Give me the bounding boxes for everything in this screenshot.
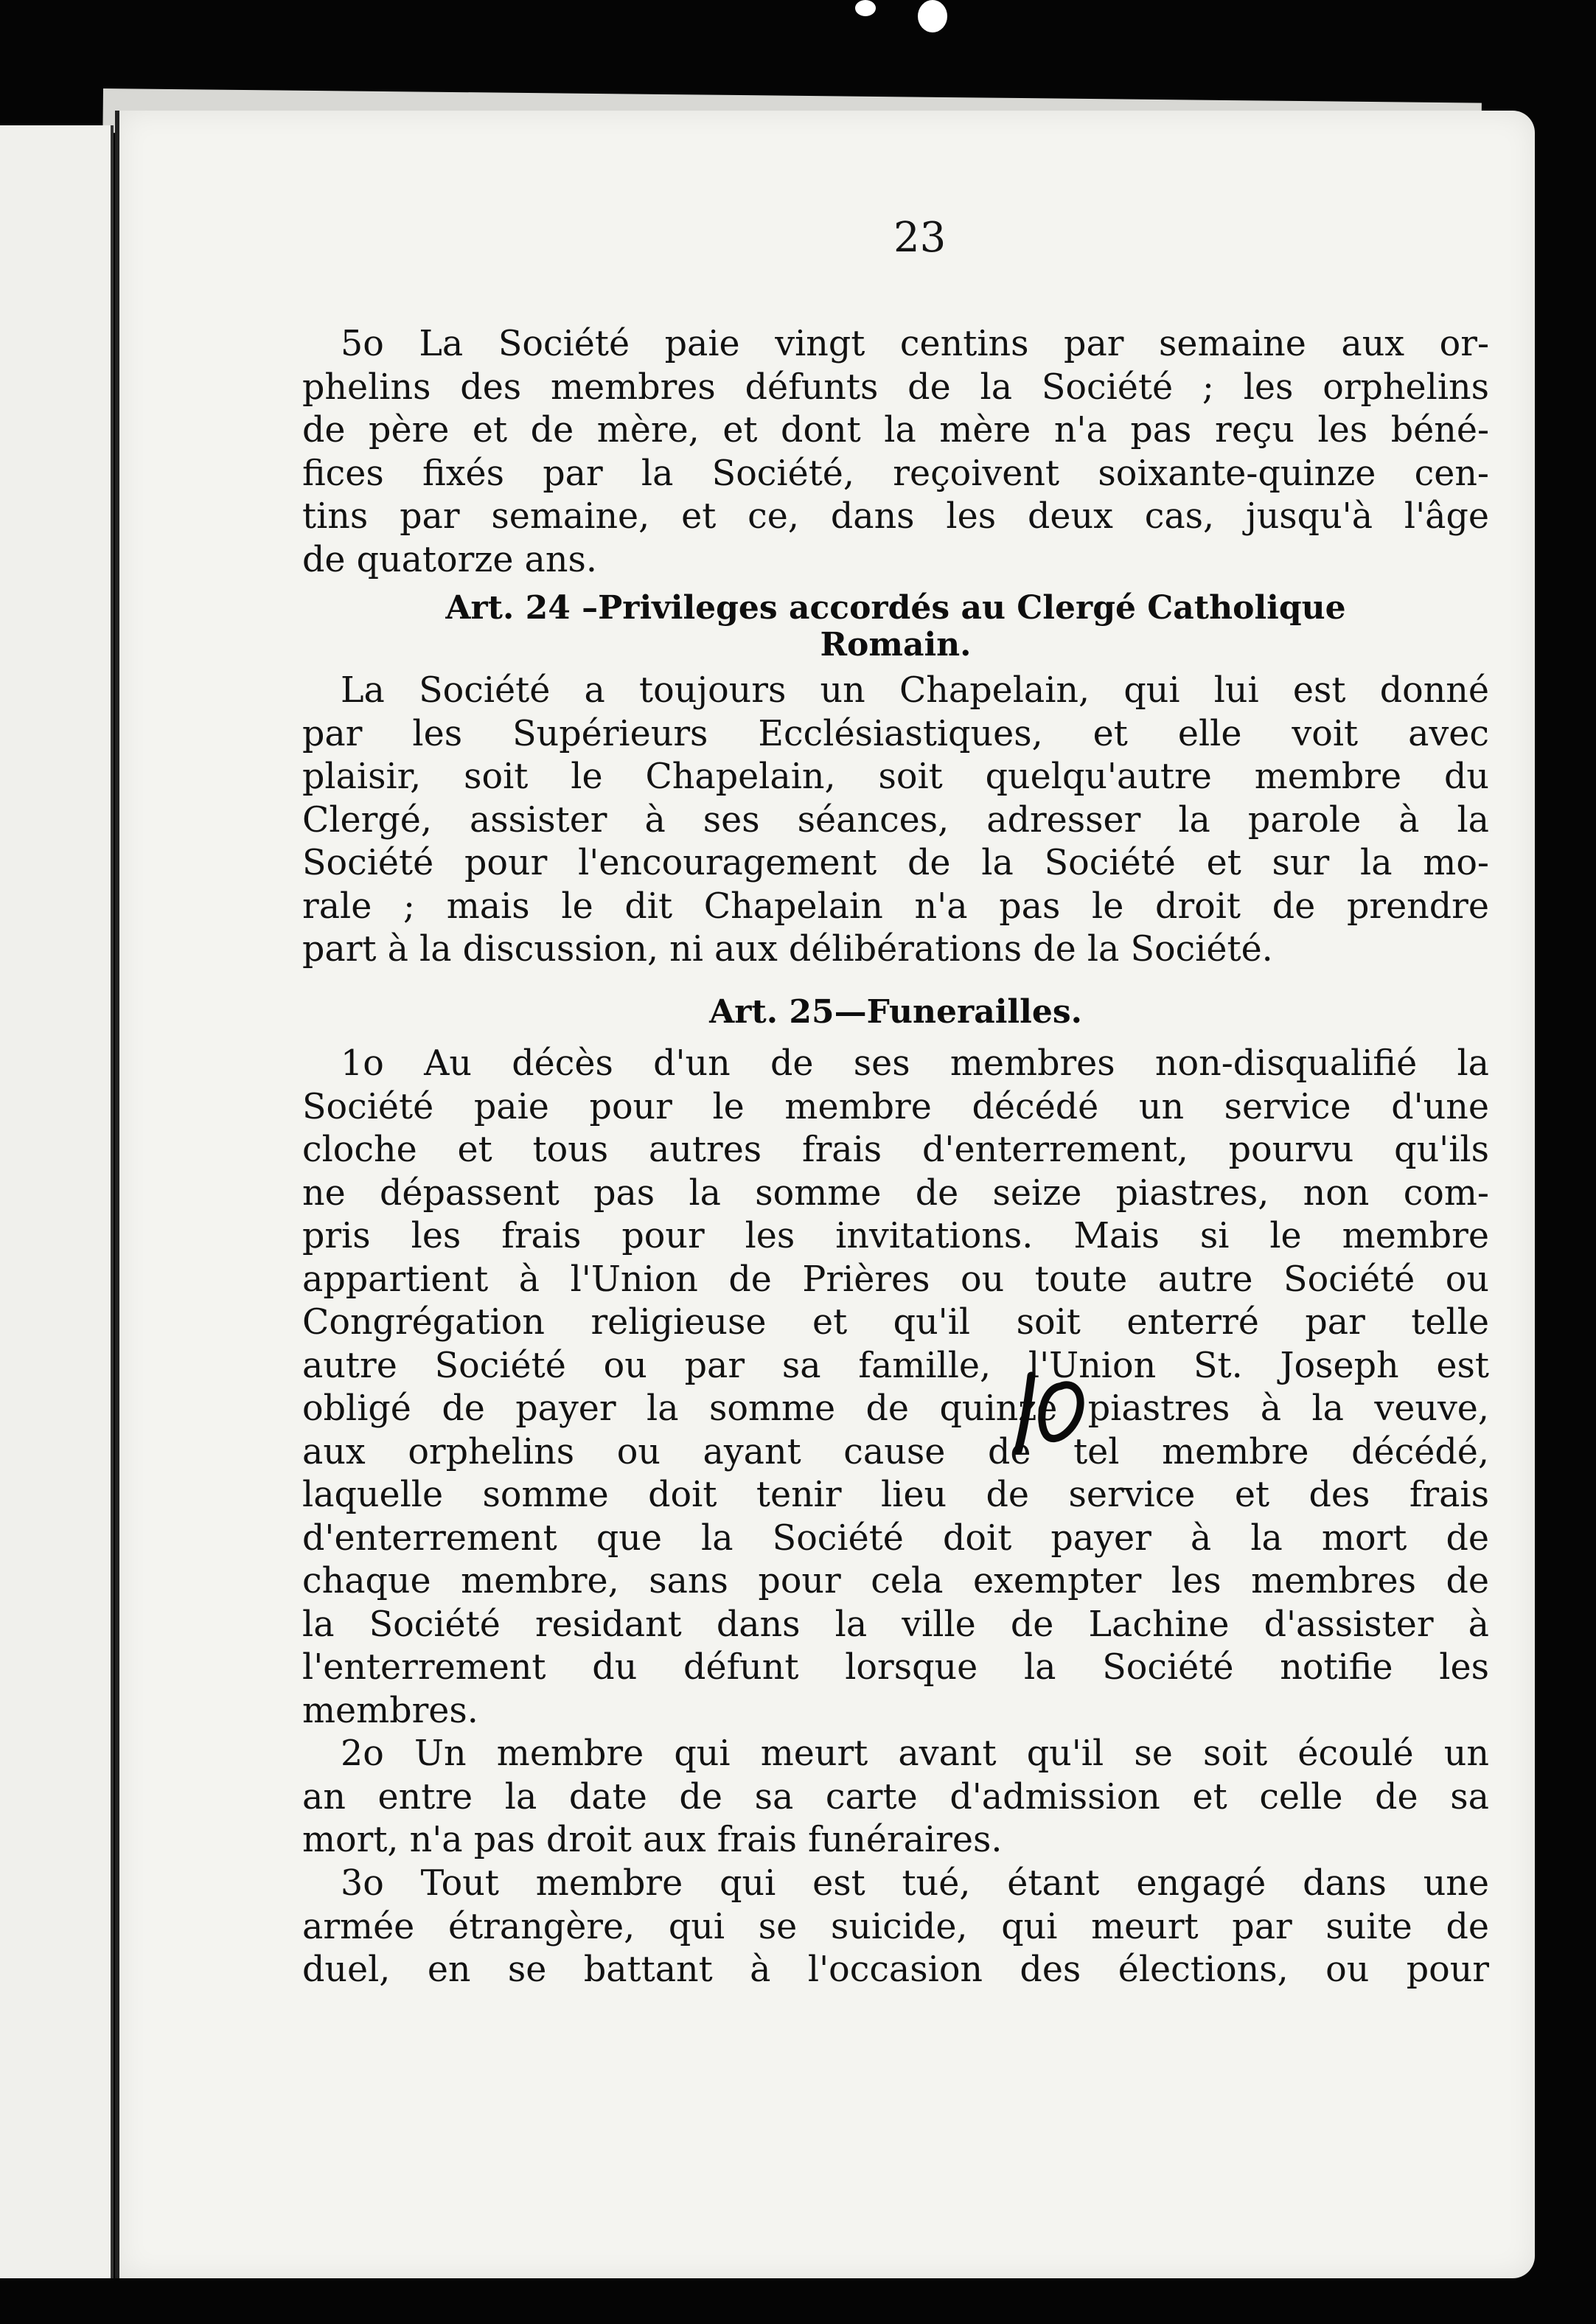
paragraph-2o: [302, 1733, 1489, 1862]
text-line: membres.: [302, 1690, 478, 1731]
text-line: Société pour l'encouragement de la Société et sur la mo-: [302, 843, 1489, 883]
text-line: plaisir, soit le Chapelain, soit quelqu'autre membre du: [302, 756, 1489, 797]
text-line: par les Supérieurs Ecclésiastiques, et elle voit avec: [302, 713, 1489, 754]
text-line: duel, en se battant à l'occasion des élections, ou pour: [302, 1949, 1489, 1990]
text-line: armée étrangère, qui se suicide, qui meurt par suite de: [302, 1906, 1489, 1947]
paragraph-5o: [302, 323, 1489, 582]
text-line: 2o Un membre qui meurt avant qu'il se soit écoulé un: [341, 1733, 1489, 1774]
text-line: aux orphelins ou ayant cause de tel membre décédé,: [302, 1431, 1489, 1472]
previous-page-edge: [0, 125, 114, 2278]
handwritten-annotation-10: [1009, 1370, 1090, 1455]
text-line: autre Société ou par sa famille, l'Union St. Joseph est: [302, 1345, 1489, 1386]
text-line: obligé de payer la somme de quinze piastres à la veuve,: [302, 1388, 1489, 1429]
text-line: ne dépassent pas la somme de seize piastres, non com-: [302, 1172, 1489, 1214]
text-line: de père et de mère, et dont la mère n'a pas reçu les béné-: [302, 410, 1489, 450]
book-page: [115, 111, 1535, 2278]
paragraph-3o: [302, 1862, 1489, 1992]
text-line: l'enterrement du défunt lorsque la Société notifie les: [302, 1647, 1489, 1688]
heading-line: Art. 24 –Privileges accordés au Clergé Catholique: [445, 589, 1346, 627]
text-line: laquelle somme doit tenir lieu de service et des frais: [302, 1475, 1489, 1515]
text-line: fices fixés par la Société, reçoivent soixante-quinze cen-: [302, 453, 1489, 494]
text-line: mort, n'a pas droit aux frais funéraires.: [302, 1820, 1003, 1860]
text-line: appartient à l'Union de Prières ou toute autre Société ou: [302, 1259, 1489, 1300]
page-number: 23: [893, 214, 947, 262]
text-line: 5o La Société paie vingt centins par semaine aux or-: [341, 324, 1489, 364]
text-line: cloche et tous autres frais d'enterrement, pourvu qu'ils: [302, 1130, 1489, 1170]
text-line: 3o Tout membre qui est tué, étant engagé dans une: [341, 1863, 1489, 1904]
scan-speck: [918, 0, 947, 32]
text-line: d'enterrement que la Société doit payer à la mort de: [302, 1517, 1489, 1559]
text-line: tins par semaine, et ce, dans les deux cas, jusqu'à l'âge: [302, 496, 1489, 537]
text-line: pris les frais pour les invitations. Mais si le membre: [302, 1216, 1489, 1256]
text-line: part à la discussion, ni aux délibérations de la Société.: [302, 929, 1273, 970]
text-line: 1o Au décès d'un de ses membres non-disqualifié la: [341, 1043, 1489, 1084]
heading-line: Romain.: [820, 626, 972, 664]
text-line: an entre la date de sa carte d'admission et celle de sa: [302, 1776, 1489, 1817]
paragraph-1o-funerailles: [302, 1043, 1489, 1733]
paragraph-chapelain: [302, 669, 1489, 972]
text-line: Clergé, assister à ses séances, adresser la parole à la: [302, 799, 1489, 841]
text-line: chaque membre, sans pour cela exempter les membres de: [302, 1561, 1489, 1601]
text-line: la Société residant dans la ville de Lachine d'assister à: [302, 1604, 1489, 1645]
article-24-heading: [302, 590, 1489, 664]
text-line: La Société a toujours un Chapelain, qui lui est donné: [341, 670, 1489, 711]
text-line: Congrégation religieuse et qu'il soit enterré par telle: [302, 1302, 1489, 1343]
text-line: Société paie pour le membre décédé un service d'une: [302, 1086, 1489, 1127]
article-25-heading: Art. 25—Funerailles.: [709, 993, 1082, 1031]
scan-speck: [855, 0, 876, 16]
text-line: phelins des membres défunts de la Société ; les orphelins: [302, 366, 1489, 408]
text-line: rale ; mais le dit Chapelain n'a pas le droit de prendre: [302, 886, 1489, 927]
text-line: de quatorze ans.: [302, 539, 597, 580]
